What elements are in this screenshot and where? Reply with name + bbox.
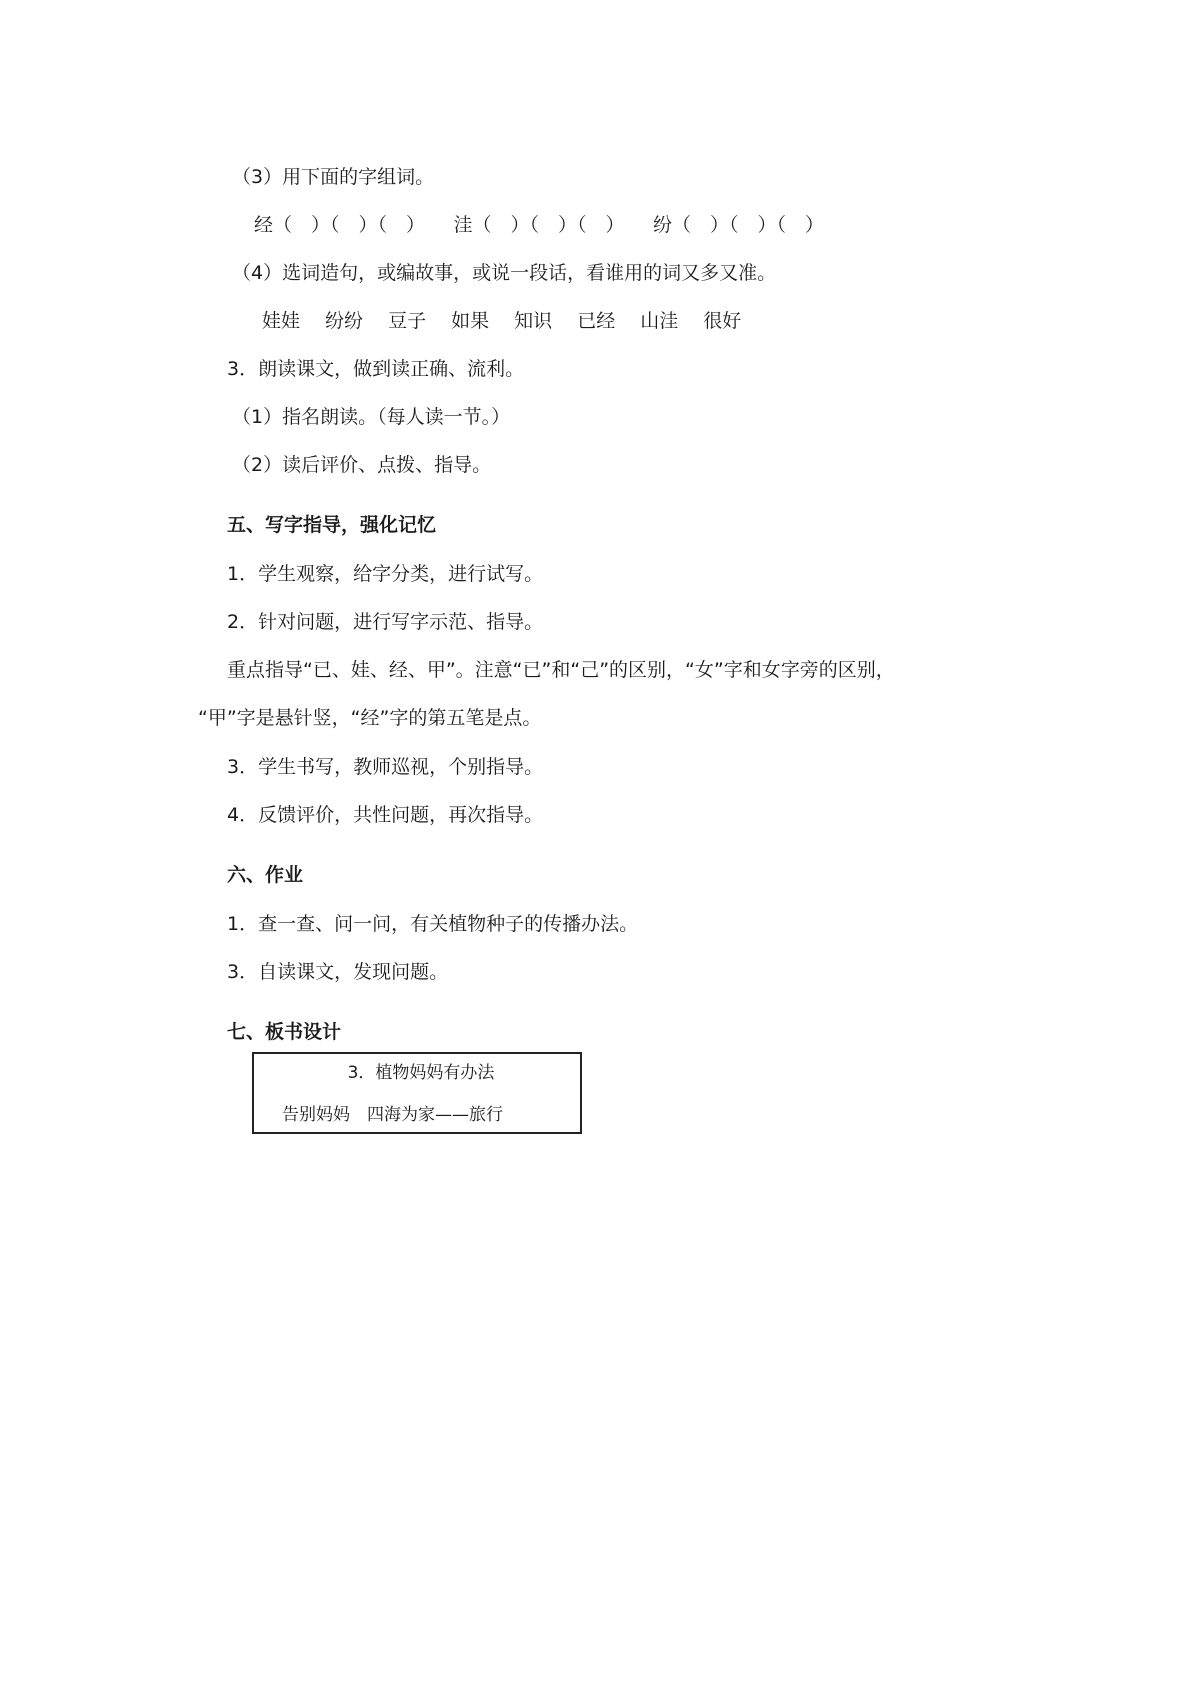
text-line: 娃娃 纷纷 豆子 如果 知识 已经 山洼 很好 [262, 310, 742, 332]
text-line: 3．朗读课文，做到读正确、流利。 [227, 358, 525, 380]
text-line: 经（ ）（ ）（ ） 洼（ ）（ ）（ ） 纷（ ）（ ）（ ） [254, 214, 825, 236]
text-line: 3．自读课文，发现问题。 [227, 961, 449, 983]
text-line: 重点指导“已、娃、经、甲”。注意“已”和“己”的区别，“女”字和女字旁的区别， [227, 659, 895, 681]
section-heading: 七、板书设计 [227, 1021, 342, 1043]
board-title: 3．植物妈妈有办法 [347, 1063, 495, 1083]
section-heading: 五、写字指导，强化记忆 [227, 514, 437, 536]
text-line: 3．学生书写，教师巡视，个别指导。 [227, 756, 544, 778]
text-line: （3）用下面的字组词。 [232, 166, 435, 188]
text-line: （4）选词造句，或编故事，或说一段话，看谁用的词又多又准。 [232, 262, 777, 284]
text-line: 4．反馈评价，共性问题，再次指导。 [227, 804, 544, 826]
text-line: 1．查一查、问一问，有关植物种子的传播办法。 [227, 913, 639, 935]
text-line: （1）指名朗读。（每人读一节。） [232, 406, 511, 428]
text-line: “甲”字是悬针竖，“经”字的第五笔是点。 [198, 707, 542, 729]
text-line: 2．针对问题，进行写字示范、指导。 [227, 611, 544, 633]
blackboard-design-box [252, 1052, 582, 1134]
board-body: 告别妈妈 四海为家——旅行 [282, 1105, 503, 1125]
text-line: （2）读后评价、点拨、指导。 [232, 454, 492, 476]
section-heading: 六、作业 [227, 864, 304, 886]
text-line: 1．学生观察，给字分类，进行试写。 [227, 563, 544, 585]
